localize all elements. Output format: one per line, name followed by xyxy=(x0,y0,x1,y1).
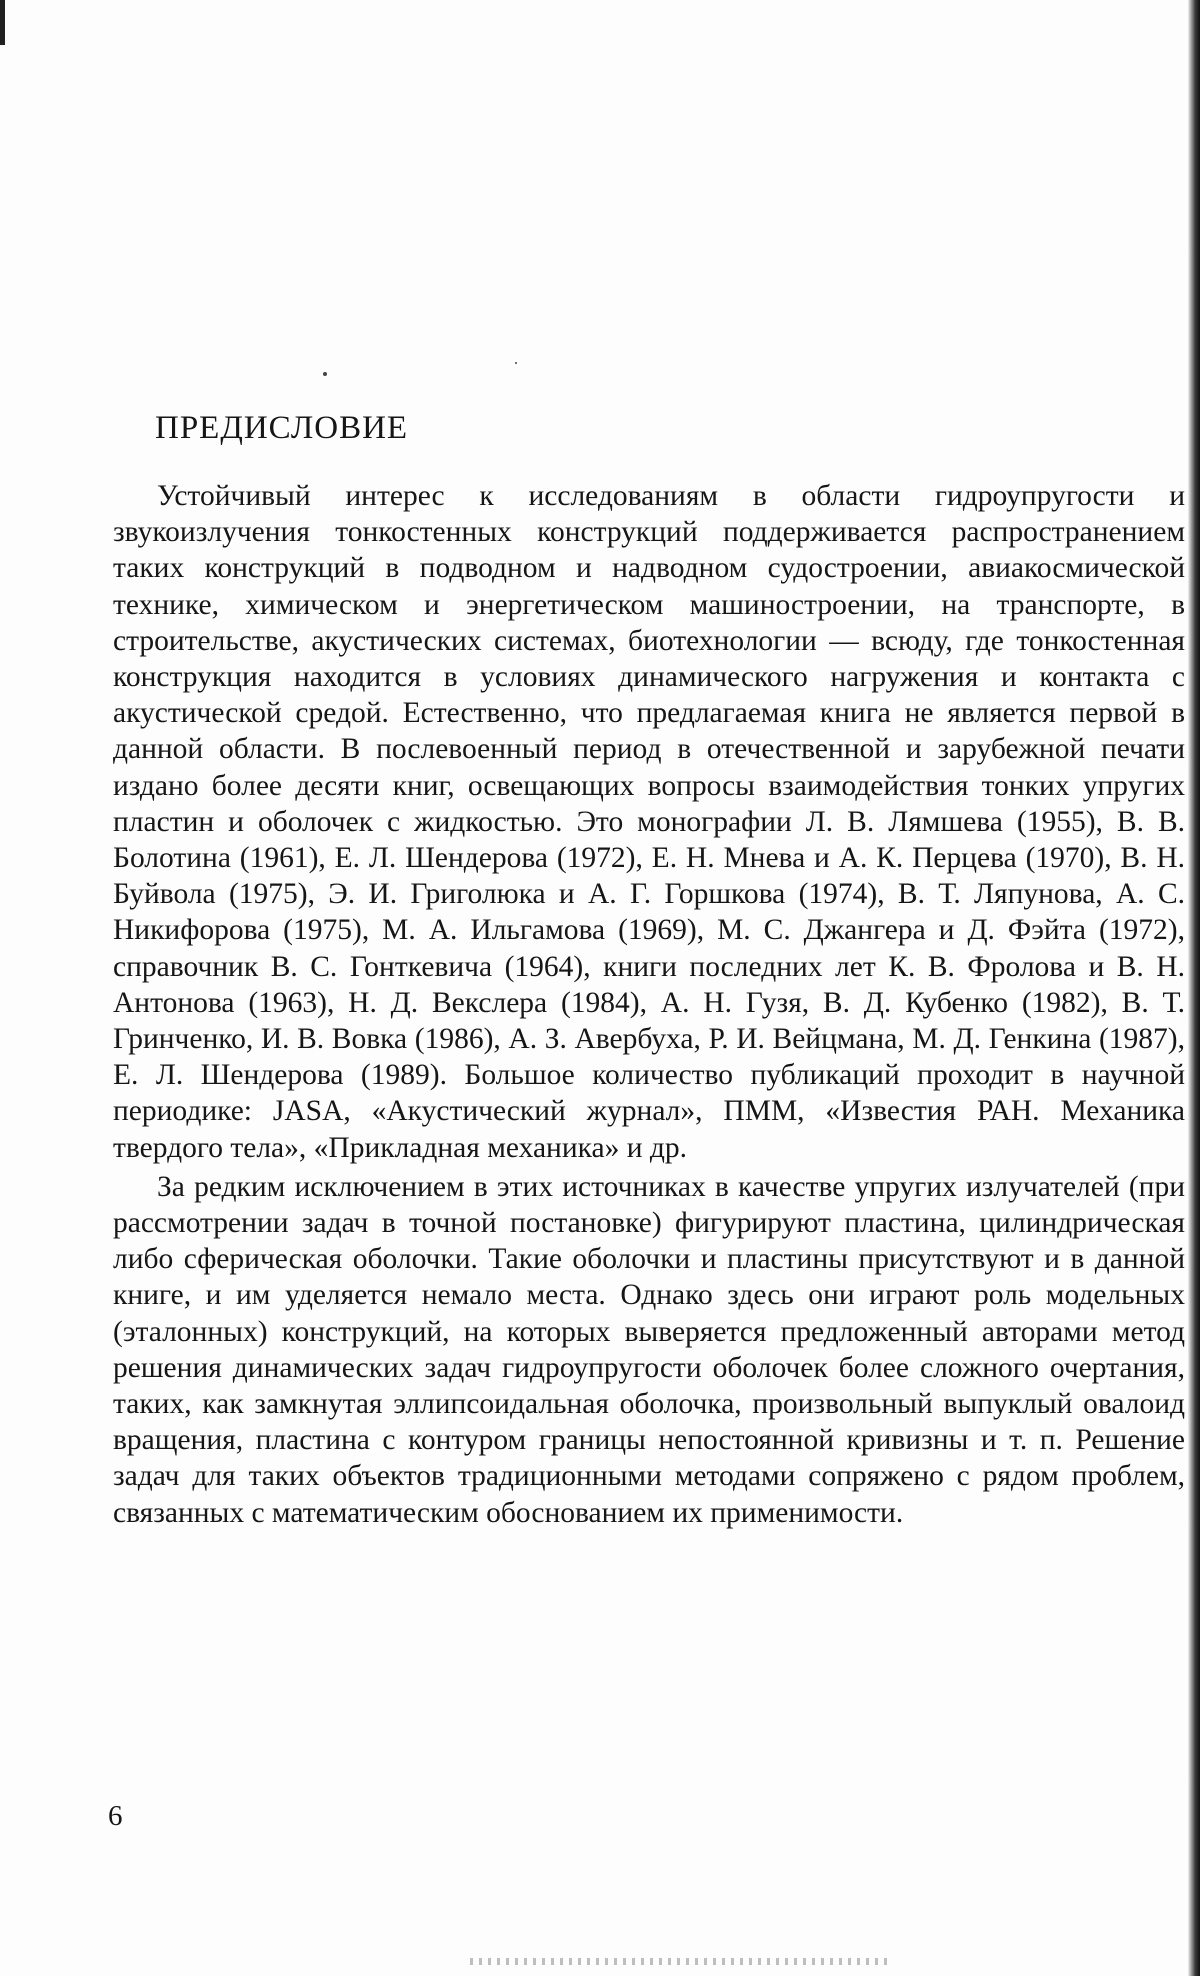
page-number: 6 xyxy=(108,1800,123,1832)
scan-noise-bottom xyxy=(470,1958,890,1965)
page-title: ПРЕДИСЛОВИЕ xyxy=(155,410,409,446)
paragraph-2: За редким исключением в этих источниках в качестве упругих излучателей (при рассмотрении задач в точной постановке) фигурируют пластина, цилиндрическая либо сферическая оболочки. Такие оболочки и пластины присутствуют и в данной книге, и им уделяется немало места. Однако здесь они играют роль модельных (эталонных) конструкций, на которых выверяется предложенный авторами метод решения динамических задач гидроупругости оболочек более сложного очертания, таких, как замкнутая эллипсоидальная оболочка, произвольный выпуклый овалоид вращения, пластина с контуром границы непостоянной кривизны и т. п. Решение задач для таких объектов традиционными методами сопряжено с рядом проблем, связанных с математическим обоснованием их применимости. xyxy=(113,1170,1185,1529)
scan-edge-right xyxy=(1188,0,1200,1976)
scan-speck xyxy=(323,372,327,376)
scan-speck xyxy=(515,362,517,364)
scan-edge-left xyxy=(0,0,5,45)
paragraph-1: Устойчивый интерес к исследованиям в области гидроупругости и звукоизлучения тонкостенных конструкций поддерживается распространением таких конструкций в подводном и надводном судостроении, авиакосмической технике, химическом и энергетическом машиностроении, на транспорте, в строительстве, акустических системах, биотехнологии — всюду, где тонкостенная конструкция находится в условиях динамического нагружения и контакта с акустической средой. Естественно, что предлагаемая книга не является первой в данной области. В послевоенный период в отечественной и зарубежной печати издано более десяти книг, освещающих вопросы взаимодействия тонких упругих пластин и оболочек с жидкостью. Это монографии Л. В. Лямшева (1955), В. В. Болотина (1961), Е. Л. Шендерова (1972), Е. Н. Мнева и А. К. Перцева (1970), В. Н. Буйвола (1975), Э. И. Григолюка и А. Г. Горшкова (1974), В. Т. Ляпунова, А. С. Никифорова (1975), М. А. Ильгамова (1969), М. С. Джангера и Д. Фэйта (1972), справочник В. С. Гонткевича (1964), книги последних лет К. В. Фролова и В. Н. Антонова (1963), Н. Д. Векслера (1984), А. Н. Гузя, В. Д. Кубенко (1982), В. Т. Гринченко, И. В. Вовка (1986), А. З. Авербуха, Р. И. Вейцмана, М. Д. Генкина (1987), Е. Л. Шендерова (1989). Большое количество публикаций проходит в научной периодике: JASA, «Акустический журнал», ПММ, «Известия РАН. Механика твердого тела», «Прикладная механика» и др. xyxy=(113,480,1185,1164)
body-text xyxy=(113,478,1185,1531)
